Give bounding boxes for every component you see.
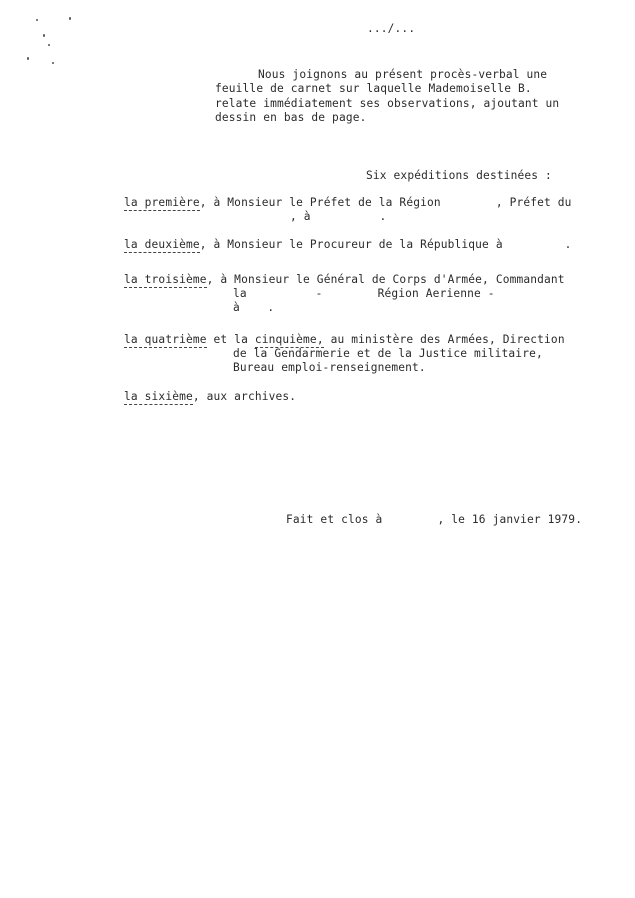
scan-speck <box>36 19 38 21</box>
intro-line-1: Nous joignons au présent procès-verbal une <box>258 68 548 81</box>
item-4-line-3: Bureau emploi-renseignement. <box>233 361 426 374</box>
page-marker: .../... <box>367 22 416 35</box>
item-1-label: la première <box>124 196 200 209</box>
item-3-line-2: la - Région Aerienne - <box>233 287 495 300</box>
item-4-conjunction: et la <box>206 333 255 346</box>
item-5-line-1: , aux archives. <box>192 390 297 403</box>
item-2-line-1: , à Monsieur le Procureur de la République à . <box>199 238 572 251</box>
scan-speck <box>27 57 29 60</box>
item-3-label: la troisième <box>124 273 207 286</box>
item-4-line-1: au ministère des Armées, Direction <box>330 333 565 346</box>
item-1-line-2: , à . <box>290 210 387 223</box>
scan-speck <box>69 17 71 20</box>
distribution-item-4 <box>124 333 565 347</box>
item-4-second-label: cinquième, <box>254 333 324 346</box>
scan-speck <box>43 34 45 37</box>
item-1-line-1: , à Monsieur le Préfet de la Région , Préfet du <box>199 196 572 209</box>
closing-line: Fait et clos à , le 16 janvier 1979. <box>286 513 583 526</box>
distribution-item-5 <box>124 390 296 404</box>
distribution-item-1 <box>124 196 572 210</box>
item-2-label: la deuxième <box>124 238 200 251</box>
distribution-item-3 <box>124 273 565 287</box>
item-4-label: la quatrième <box>124 333 207 346</box>
distribution-item-2 <box>124 238 572 252</box>
item-5-label: la sixième <box>124 390 193 403</box>
item-3-line-3: à . <box>233 301 275 314</box>
distribution-heading: Six expéditions destinées : <box>366 169 552 182</box>
intro-line-3: relate immédiatement ses observations, ajoutant un <box>215 97 560 110</box>
intro-line-4: dessin en bas de page. <box>215 111 367 124</box>
item-4-line-2: de la Gendarmerie et de la Justice militaire, <box>233 347 543 360</box>
intro-line-2: feuille de carnet sur laquelle Mademoiselle B. <box>215 82 532 95</box>
item-3-line-1: , à Monsieur le Général de Corps d'Armée, Commandant <box>206 273 565 286</box>
scan-speck <box>48 44 50 46</box>
scan-speck <box>52 62 54 64</box>
